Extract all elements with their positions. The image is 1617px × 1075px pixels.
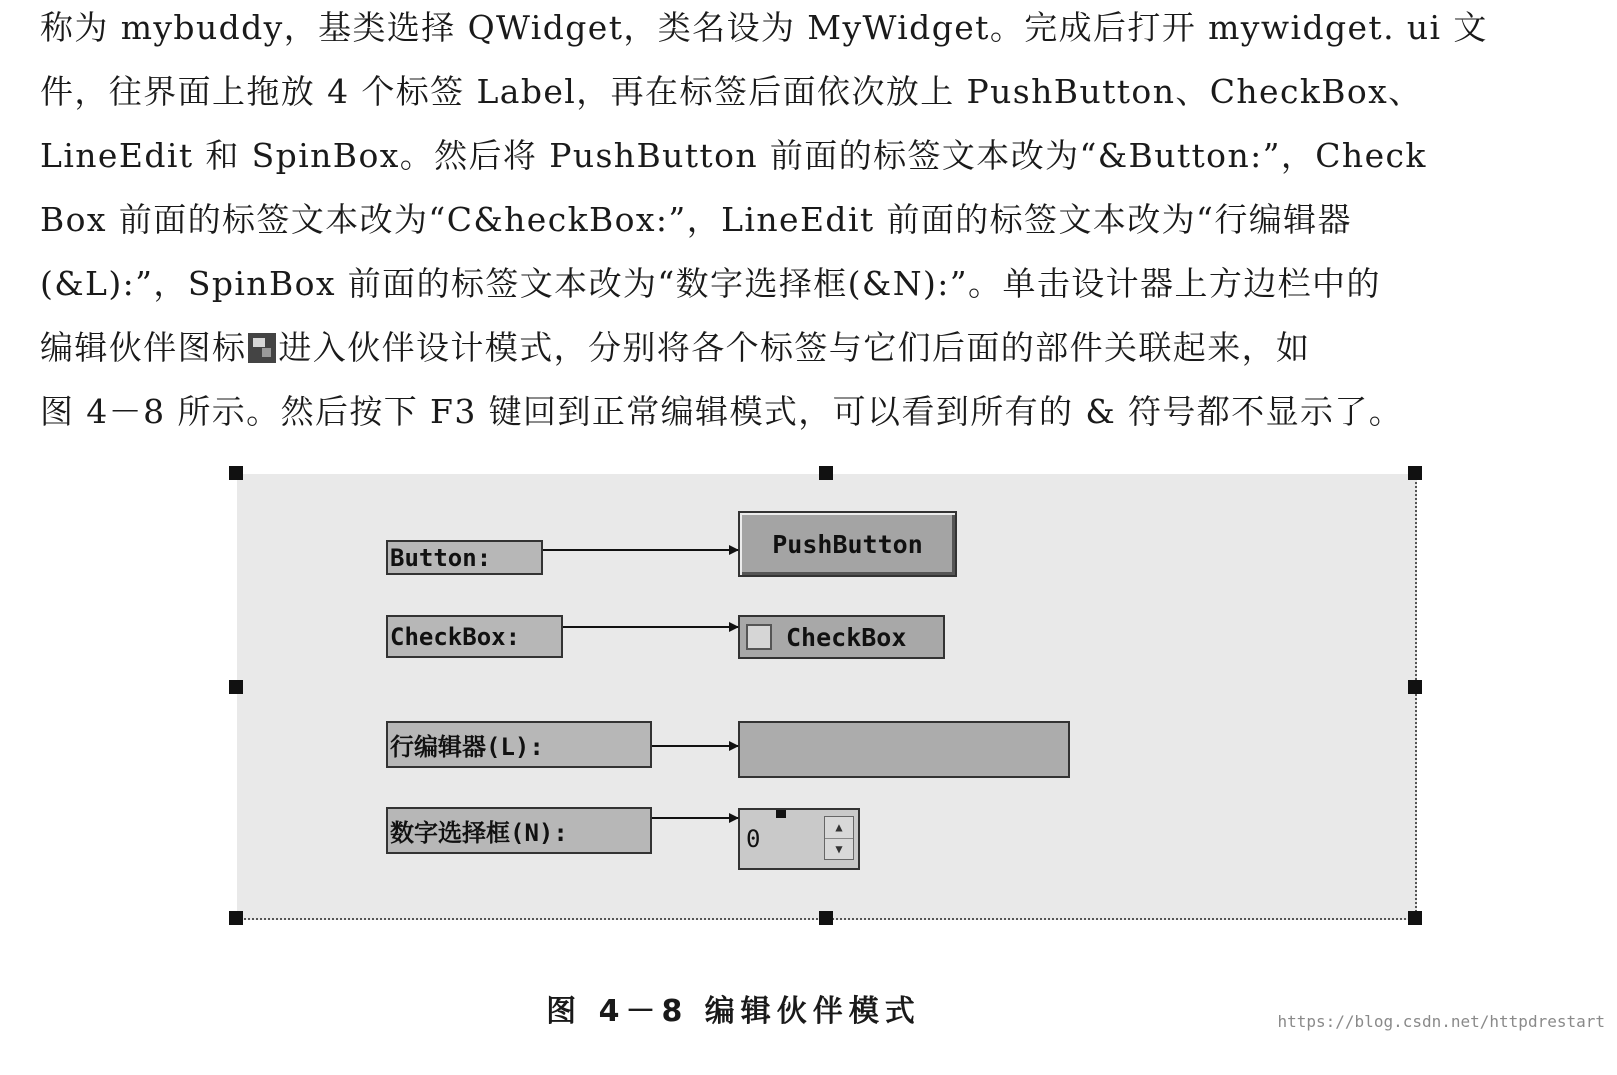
selection-handle-top-center[interactable] [819, 466, 833, 480]
check-box[interactable] [738, 615, 945, 659]
figure-caption: 图 4－8 编辑伙伴模式 [546, 994, 921, 1029]
spin-box[interactable] [738, 808, 860, 870]
text-line: LineEdit 和 SpinBox。然后将 PushButton 前面的标签文本改为“&Button:”，Check [40, 136, 1427, 175]
selection-handle-bottom-left[interactable] [229, 911, 243, 925]
body-paragraph [40, 4, 1610, 452]
text-line: Box 前面的标签文本改为“C&heckBox:”，LineEdit 前面的标签文本改为“行编辑器 [40, 200, 1352, 239]
spin-arrows[interactable] [824, 816, 854, 860]
button-label[interactable]: Button: [386, 540, 543, 575]
text-line [40, 324, 1610, 388]
push-button[interactable]: PushButton [738, 511, 957, 577]
selection-handle-top-left[interactable] [229, 466, 243, 480]
selection-handle-middle-left[interactable] [229, 680, 243, 694]
spinbox-value: 0 [746, 825, 761, 853]
selection-handle-middle-right[interactable] [1408, 680, 1422, 694]
lineedit-label[interactable]: 行编辑器(L): [386, 721, 652, 768]
text-line: (&L):”，SpinBox 前面的标签文本改为“数字选择框(&N):”。单击设计器上方边栏中的 [40, 264, 1381, 303]
text-line: 件，往界面上拖放 4 个标签 Label，再在标签后面依次放上 PushButton、CheckBox、 [40, 72, 1423, 111]
checkbox-indicator[interactable] [746, 624, 772, 650]
text-segment: 进入伙伴设计模式，分别将各个标签与它们后面的部件关联起来，如 [278, 328, 1311, 367]
buddy-endpoint-marker [776, 808, 786, 818]
line-edit[interactable] [738, 721, 1070, 778]
selection-handle-top-right[interactable] [1408, 466, 1422, 480]
text-segment: 编辑伙伴图标 [40, 328, 247, 367]
arrow-down-icon[interactable]: ▼ [835, 841, 843, 856]
text-line: 图 4－8 所示。然后按下 F3 键回到正常编辑模式，可以看到所有的 & 符号都不显示了。 [40, 392, 1404, 431]
watermark: https://blog.csdn.net/httpdrestart [1277, 1012, 1605, 1031]
selection-handle-bottom-center[interactable] [819, 911, 833, 925]
spinbox-label[interactable]: 数字选择框(N): [386, 807, 652, 854]
text-line: 称为 mybuddy，基类选择 QWidget，类名设为 MyWidget。完成后打开 mywidget. ui 文 [40, 8, 1488, 47]
edit-buddies-icon [248, 333, 276, 363]
checkbox-label[interactable]: CheckBox: [386, 615, 563, 658]
selection-handle-bottom-right[interactable] [1408, 911, 1422, 925]
checkbox-text: CheckBox [786, 622, 907, 652]
arrow-up-icon[interactable]: ▲ [825, 817, 853, 839]
